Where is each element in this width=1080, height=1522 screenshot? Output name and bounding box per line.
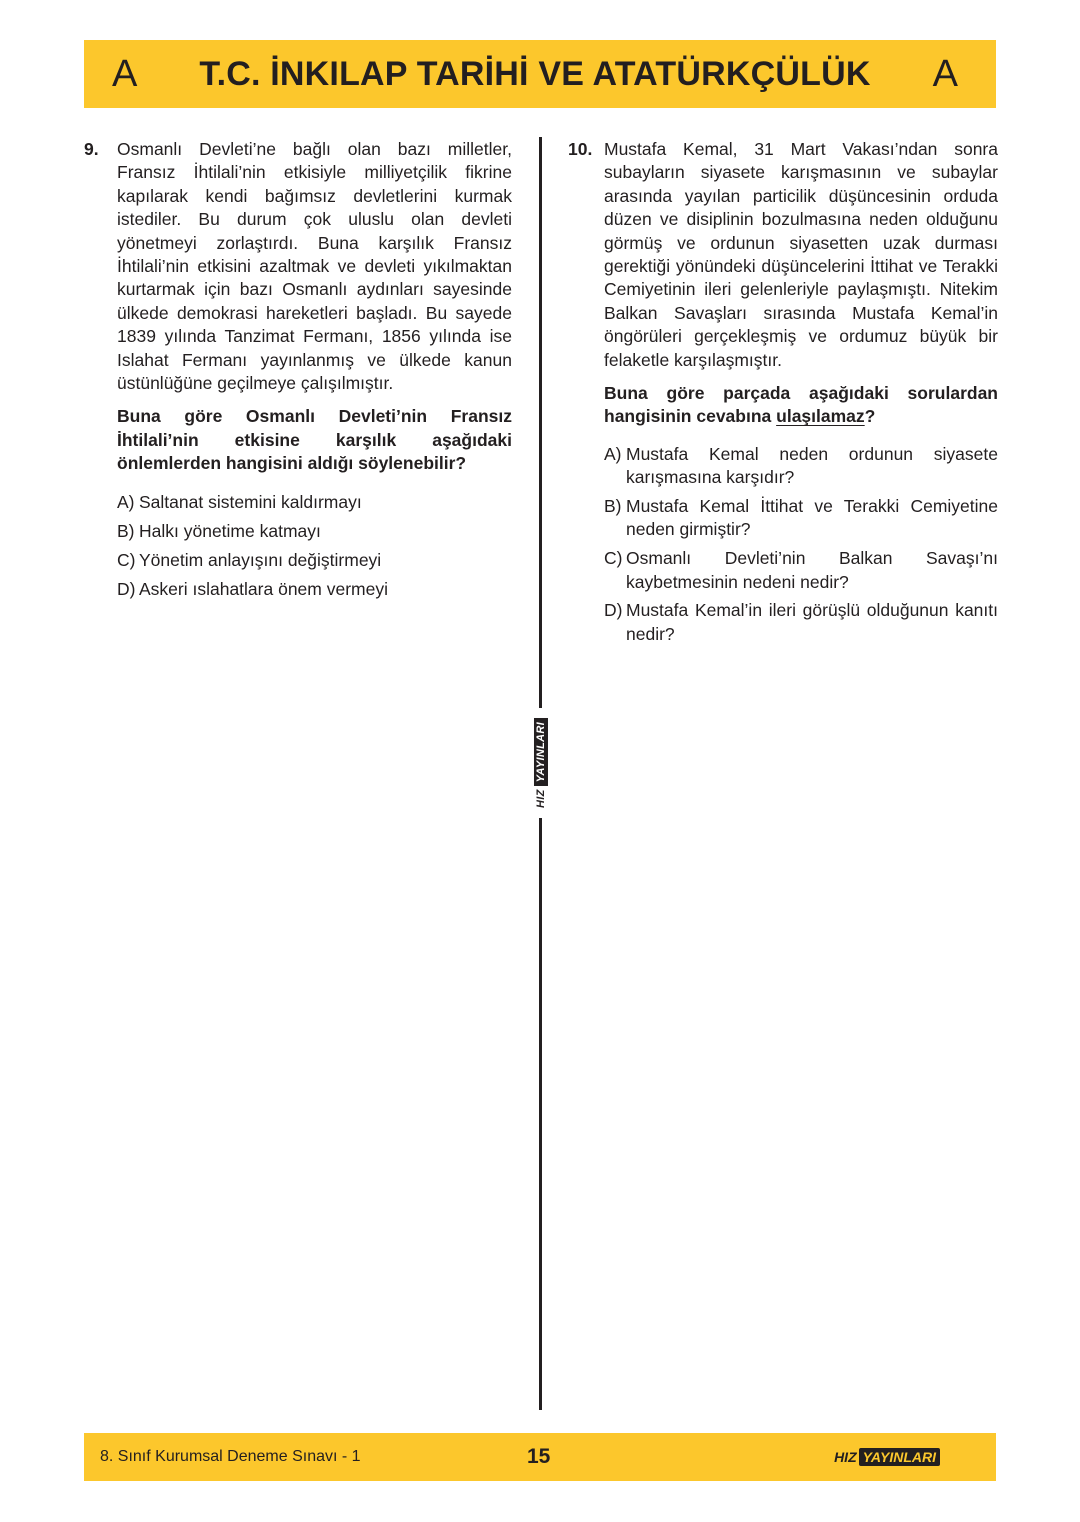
page-footer — [84, 1433, 996, 1481]
option-letter: A) — [117, 491, 135, 512]
option-text: Saltanat sistemini kaldırmayı — [139, 491, 362, 512]
question-passage: Osmanlı Devleti’ne bağlı olan bazı milletler, Fransız İhtilali’nin etkisiyle milliyetçilik fikrine kapılarak kendi bağımsız devletlerini kurmak istediler. Bu durum çok uluslu olan devleti yönetmeyi zorlaştırdı. Buna karşılık Fransız İhtilali’nin etkisini azaltmak ve devleti yıkılmaktan kurtarmak için bazı Osmanlı aydınları sayesinde ülkede demokrasi hareketleri başladı. Bu sayede 1839 yılında Tanzimat Fermanı, 1856 yılında ise Islahat Fermanı yayınlanmış ve ülkede kanun üstünlüğüne geçilmeye çalışılmıştır. — [117, 139, 512, 394]
option-letter: A) — [604, 443, 622, 464]
option-c[interactable] — [117, 549, 512, 572]
booklet-letter-right: A — [932, 52, 958, 95]
option-a[interactable] — [117, 491, 512, 514]
question-passage: Mustafa Kemal, 31 Mart Vakası’ndan sonra subayların siyasete karışmasının ve subaylar arasında yayılan particilik düşüncesinin orduda düzen ve disiplinin bozulmasına neden olduğunu görmüş ve ordunun siyasetten uzak durması gerektiği yönündeki düşüncelerini İttihat ve Terakki Cemiyetinin ileri gelenleriyle paylaşmıştı. Nitekim Balkan Savaşları sırasında Mustafa Kemal’in öngörüleri gerçekleşmiş ve ordumuz büyük bir felaketle karşılaşmıştır. — [604, 139, 998, 370]
brand-hiz: HIZ — [534, 789, 547, 808]
booklet-letter-left: A — [112, 52, 138, 95]
option-d[interactable] — [604, 599, 998, 646]
option-text: Halkı yönetime katmayı — [139, 520, 321, 541]
option-letter: C) — [604, 548, 623, 569]
page-number: 15 — [527, 1445, 551, 1468]
option-letter: D) — [117, 579, 136, 600]
option-b[interactable] — [117, 520, 512, 543]
option-text: Mustafa Kemal İttihat ve Terakki Cemiyetine neden girmiştir? — [626, 496, 998, 540]
vertical-brand-logo — [531, 708, 550, 818]
logo-yayinlari: YAYINLARI — [859, 1448, 940, 1466]
answer-options — [117, 491, 512, 602]
option-text: Yönetim anlayışını değiştirmeyi — [139, 550, 382, 571]
option-a[interactable] — [604, 443, 998, 490]
question-stem-mark: ? — [864, 406, 876, 427]
option-letter: B) — [117, 520, 135, 541]
brand-yayinlari: YAYINLARI — [534, 718, 548, 786]
option-text: Mustafa Kemal’in ileri görüşlü olduğunun kanıtı nedir? — [626, 600, 998, 644]
option-letter: B) — [604, 496, 622, 517]
question-stem — [604, 382, 998, 429]
option-text: Osmanlı Devleti’nin Balkan Savaşı’nı kaybetmesinin nedeni nedir? — [626, 548, 998, 592]
question-stem-underlined: ulaşılamaz — [776, 406, 865, 427]
logo-hiz: HIZ — [834, 1449, 857, 1465]
option-text: Mustafa Kemal neden ordunun siyasete karışmasına karşıdır? — [626, 443, 998, 488]
question-number: 9. — [84, 139, 99, 159]
option-letter: D) — [604, 600, 623, 621]
question-stem-text: Buna göre parçada aşağıdaki sorulardan hangisinin cevabına — [604, 383, 998, 427]
option-text: Askeri ıslahatlara önem vermeyi — [139, 579, 388, 600]
page-title: T.C. İNKILAP TARİHİ VE ATATÜRKÇÜLÜK — [199, 54, 871, 93]
page-header — [84, 40, 996, 108]
question-number: 10. — [568, 139, 593, 159]
option-d[interactable] — [117, 578, 512, 601]
publisher-logo — [834, 1448, 940, 1466]
option-b[interactable] — [604, 495, 998, 542]
question-9 — [84, 138, 512, 608]
exam-name: 8. Sınıf Kurumsal Deneme Sınavı - 1 — [100, 1448, 361, 1465]
option-letter: C) — [117, 550, 136, 571]
option-c[interactable] — [604, 547, 998, 594]
answer-options — [604, 443, 998, 646]
question-stem: Buna göre Osmanlı Devleti’nin Fransız İhtilali’nin etkisine karşılık aşağıdaki önlemlerden hangisini aldığı söylenebilir? — [117, 406, 512, 474]
question-10 — [568, 138, 998, 652]
